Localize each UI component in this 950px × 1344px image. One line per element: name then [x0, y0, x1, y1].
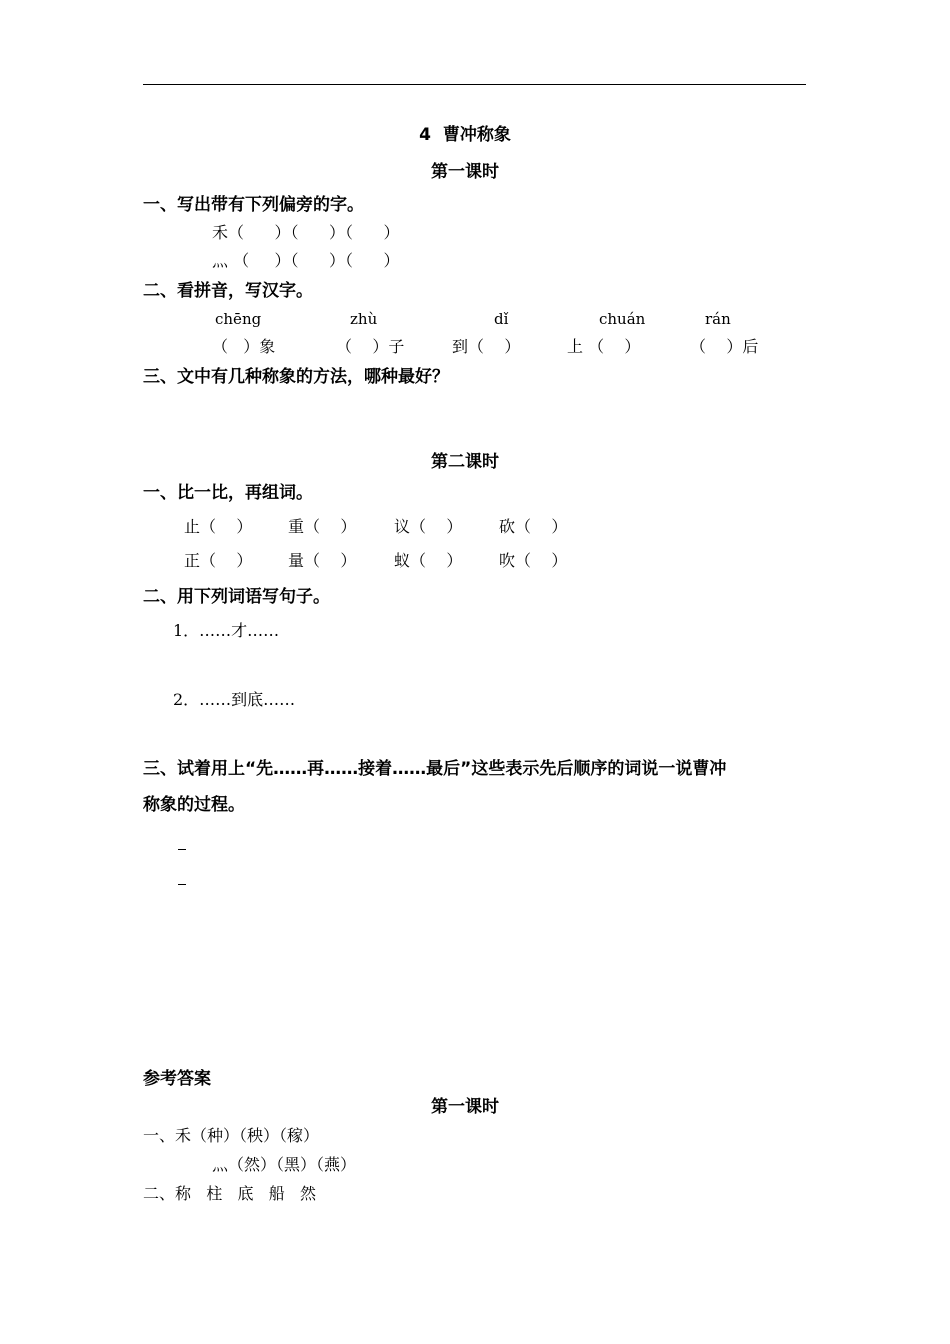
- pinyin-5: rán: [705, 310, 731, 328]
- pinyin-4: chuán: [599, 310, 646, 328]
- hanzi-blank-3: 到（ ）: [452, 337, 521, 356]
- lesson2-q3-line1: 三、试着用上“先……再……接着……最后”这些表示先后顺序的词说一说曹冲: [143, 759, 727, 779]
- answer-line-2: 灬（然）（黑）（燕）: [212, 1155, 357, 1174]
- lesson2-heading: 第二课时: [431, 452, 499, 472]
- lesson1-q1-title: 一、写出带有下列偏旁的字。: [143, 195, 364, 215]
- answers-lesson1-heading: 第一课时: [431, 1097, 499, 1117]
- compare-word-2: 重（ ）: [288, 517, 357, 536]
- page-title: 4 曹冲称象: [419, 125, 511, 145]
- lesson2-q3-line2: 称象的过程。: [143, 795, 245, 815]
- hanzi-blank-1: （ ）象: [212, 337, 276, 356]
- answer-line-mark-1: [178, 849, 186, 850]
- pinyin-2: zhù: [350, 310, 378, 328]
- compare-word-8: 吹（ ）: [499, 551, 568, 570]
- answer-line-mark-2: [178, 884, 186, 885]
- pinyin-1: chēng: [215, 310, 262, 328]
- answers-heading: 参考答案: [143, 1069, 211, 1089]
- answer-line-1: 一、禾（种）（秧）（稼）: [143, 1126, 320, 1145]
- lesson1-q2-title: 二、看拼音，写汉字。: [143, 281, 313, 301]
- compare-word-1: 止（ ）: [184, 517, 253, 536]
- compare-word-7: 蚁（ ）: [394, 551, 463, 570]
- lesson1-q3-title: 三、文中有几种称象的方法，哪种最好？: [143, 367, 449, 387]
- lesson2-q2-title: 二、用下列词语写句子。: [143, 587, 330, 607]
- pinyin-3: dǐ: [494, 310, 509, 328]
- compare-word-3: 议（ ）: [394, 517, 463, 536]
- answer-line-3: 二、称 柱 底 船 然: [143, 1184, 317, 1203]
- sentence-item-2: 2．……到底……: [173, 690, 296, 709]
- lesson2-q1-title: 一、比一比，再组词。: [143, 483, 313, 503]
- compare-word-5: 正（ ）: [184, 551, 253, 570]
- hanzi-blank-2: （ ）子: [336, 337, 405, 356]
- hanzi-blank-5: （ ）后: [690, 337, 759, 356]
- sentence-item-1: 1．……才……: [173, 621, 280, 640]
- compare-word-6: 量（ ）: [288, 551, 357, 570]
- hanzi-blank-4: 上 （ ）: [567, 337, 641, 356]
- header-rule: [143, 84, 806, 85]
- lesson1-q1-row2: 灬 （ ）（ ）（ ）: [212, 251, 400, 270]
- lesson1-q1-row1: 禾（ ）（ ）（ ）: [212, 223, 400, 242]
- lesson1-heading: 第一课时: [431, 162, 499, 182]
- compare-word-4: 砍（ ）: [499, 517, 568, 536]
